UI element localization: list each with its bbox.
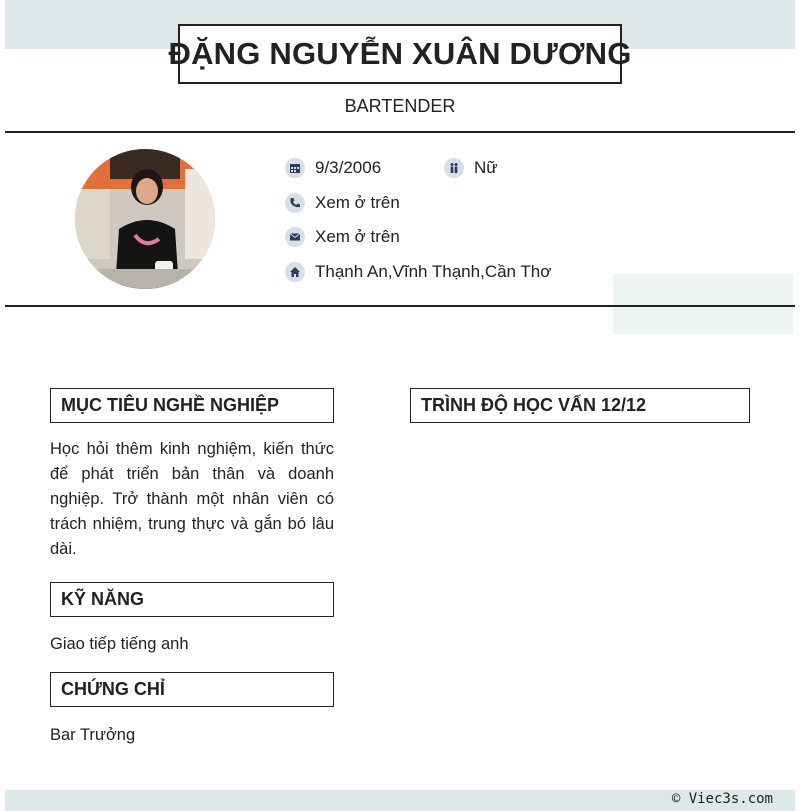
side-accent-block (613, 274, 793, 334)
skills-heading: KỸ NĂNG (50, 582, 334, 617)
gender-value: Nữ (474, 158, 498, 177)
address-value: Thạnh An,Vĩnh Thạnh,Cần Thơ (315, 262, 552, 281)
education-heading: TRÌNH ĐỘ HỌC VẤN 12/12 (410, 388, 750, 423)
certificate-item: Bar Trưởng (50, 726, 136, 744)
copyright-text[interactable]: © Viec3s.com (671, 791, 773, 807)
divider-top (5, 131, 795, 133)
skill-item: Giao tiếp tiếng anh (50, 635, 189, 653)
certificates-heading: CHỨNG CHỈ (50, 672, 334, 707)
objective-text: Học hỏi thêm kinh nghiệm, kiến thức để phát triển bản thân và doanh nghiệp. Trở thành một nhân viên có trách nhiệm, trung thực và gắn bó lâu dài. (50, 440, 334, 558)
objective-heading: MỤC TIÊU NGHỀ NGHIỆP (50, 388, 334, 423)
divider-bottom (5, 305, 795, 307)
home-icon (285, 262, 305, 282)
birthday-value: 9/3/2006 (315, 158, 382, 177)
job-title: BARTENDER (344, 96, 456, 116)
calendar-icon (285, 158, 305, 178)
avatar (75, 149, 215, 289)
address-row (285, 262, 551, 282)
gender-row (444, 158, 498, 178)
phone-row (285, 193, 400, 213)
phone-icon (285, 193, 305, 213)
email-value: Xem ở trên (315, 227, 400, 246)
birthday-row (285, 158, 381, 178)
candidate-name: ĐẶNG NGUYỄN XUÂN DƯƠNG (178, 24, 622, 84)
envelope-icon (285, 227, 305, 247)
phone-value: Xem ở trên (315, 193, 400, 212)
email-row (285, 227, 400, 247)
people-icon (444, 158, 464, 178)
